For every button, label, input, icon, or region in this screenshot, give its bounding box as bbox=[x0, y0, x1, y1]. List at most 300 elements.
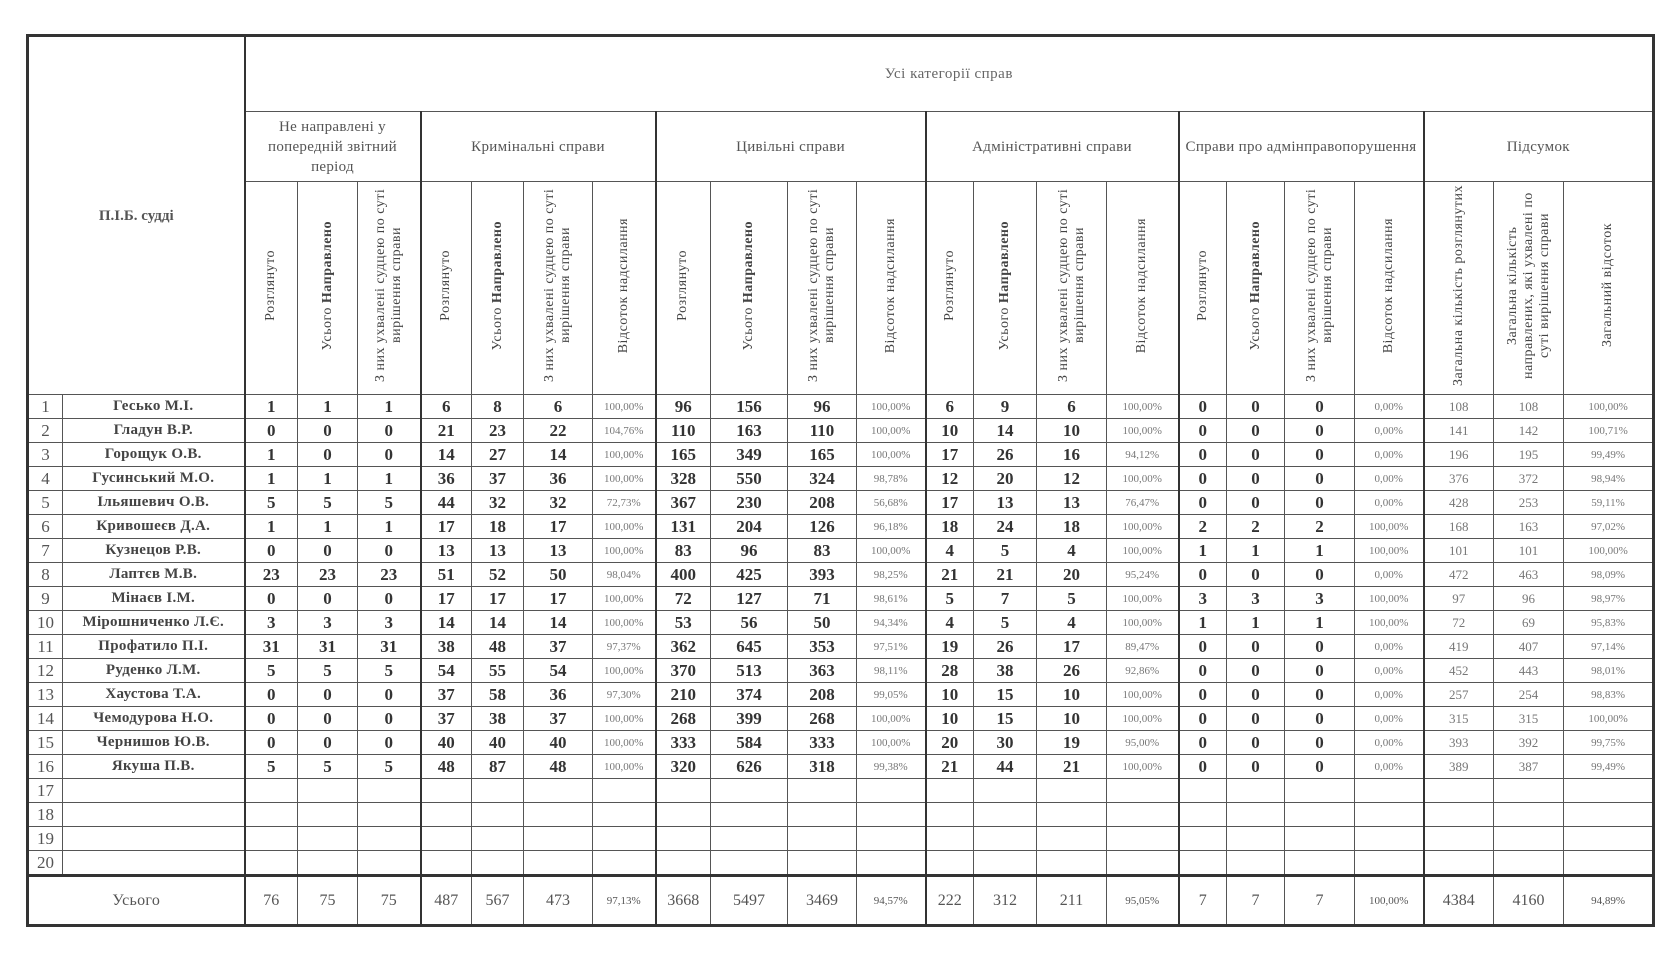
value-cell bbox=[421, 779, 472, 803]
value-cell: 27 bbox=[472, 443, 524, 467]
value-cell: 425 bbox=[711, 563, 788, 587]
value-cell: 4 bbox=[1037, 539, 1107, 563]
value-cell: 0 bbox=[1285, 443, 1355, 467]
value-cell bbox=[711, 803, 788, 827]
total-value-cell: 7 bbox=[1227, 876, 1285, 926]
value-cell: 452 bbox=[1424, 659, 1494, 683]
percent-cell: 100,00% bbox=[1564, 539, 1654, 563]
value-cell: 96 bbox=[1494, 587, 1564, 611]
percent-cell: 100,00% bbox=[1355, 587, 1424, 611]
value-cell: 13 bbox=[1037, 491, 1107, 515]
value-cell: 20 bbox=[1037, 563, 1107, 587]
col-admin-offenses-sent bbox=[1227, 182, 1285, 395]
row-number: 12 bbox=[28, 659, 63, 683]
row-number: 10 bbox=[28, 611, 63, 635]
judge-name: Гесько М.І. bbox=[63, 395, 245, 419]
value-cell: 126 bbox=[788, 515, 857, 539]
percent-cell: 100,00% bbox=[1564, 395, 1654, 419]
value-cell: 1 bbox=[358, 467, 421, 491]
value-cell bbox=[472, 827, 524, 851]
row-number: 18 bbox=[28, 803, 63, 827]
value-cell bbox=[1424, 803, 1494, 827]
value-cell: 5 bbox=[974, 611, 1037, 635]
row-number: 6 bbox=[28, 515, 63, 539]
value-cell bbox=[1227, 827, 1285, 851]
value-cell bbox=[1179, 827, 1227, 851]
value-cell bbox=[1494, 851, 1564, 876]
percent-cell bbox=[1107, 827, 1179, 851]
percent-cell: 0,00% bbox=[1355, 563, 1424, 587]
value-cell: 0 bbox=[1227, 419, 1285, 443]
value-cell: 2 bbox=[1227, 515, 1285, 539]
value-cell: 31 bbox=[298, 635, 358, 659]
col-not-sent-prev-sent bbox=[298, 182, 358, 395]
col-admin-offenses-considered bbox=[1179, 182, 1227, 395]
judge-name: Кузнецов Р.В. bbox=[63, 539, 245, 563]
sent-prefix: Усього bbox=[741, 306, 756, 351]
table-row bbox=[28, 827, 1654, 851]
value-cell: 0 bbox=[1227, 467, 1285, 491]
sent-label bbox=[741, 221, 757, 350]
value-cell bbox=[656, 851, 711, 876]
value-cell bbox=[974, 851, 1037, 876]
value-cell bbox=[788, 779, 857, 803]
value-cell: 0 bbox=[298, 731, 358, 755]
value-cell: 10 bbox=[926, 707, 974, 731]
sent-prefix: Усього bbox=[1247, 306, 1263, 351]
value-cell bbox=[711, 827, 788, 851]
value-cell: 315 bbox=[1494, 707, 1564, 731]
judge-name: Хаустова Т.А. bbox=[63, 683, 245, 707]
value-cell: 38 bbox=[421, 635, 472, 659]
value-cell: 0 bbox=[245, 419, 298, 443]
considered-label: Розглянуто bbox=[941, 250, 957, 321]
percent-cell: 100,00% bbox=[593, 587, 656, 611]
value-cell: 195 bbox=[1494, 443, 1564, 467]
value-cell: 40 bbox=[524, 731, 593, 755]
value-cell: 5 bbox=[245, 491, 298, 515]
percent-cell: 89,47% bbox=[1107, 635, 1179, 659]
table-row bbox=[28, 755, 1654, 779]
percent-cell bbox=[1564, 779, 1654, 803]
percent-cell: 104,76% bbox=[593, 419, 656, 443]
percent-cell bbox=[1355, 851, 1424, 876]
value-cell: 0 bbox=[358, 707, 421, 731]
percent-cell: 98,78% bbox=[857, 467, 926, 491]
percent-cell: 100,00% bbox=[1107, 755, 1179, 779]
table-row bbox=[28, 539, 1654, 563]
value-cell: 101 bbox=[1424, 539, 1494, 563]
value-cell: 196 bbox=[1424, 443, 1494, 467]
value-cell: 0 bbox=[245, 707, 298, 731]
all-categories-header bbox=[245, 36, 1654, 112]
value-cell: 36 bbox=[524, 467, 593, 491]
value-cell bbox=[1037, 803, 1107, 827]
value-cell: 324 bbox=[788, 467, 857, 491]
percent-cell: 0,00% bbox=[1355, 419, 1424, 443]
value-cell: 645 bbox=[711, 635, 788, 659]
percent-cell: 0,00% bbox=[1355, 395, 1424, 419]
sent-label bbox=[490, 221, 506, 350]
value-cell bbox=[656, 803, 711, 827]
value-cell: 5 bbox=[298, 491, 358, 515]
value-cell: 1 bbox=[1285, 539, 1355, 563]
percent-cell: 98,97% bbox=[1564, 587, 1654, 611]
value-cell bbox=[974, 827, 1037, 851]
percent-cell bbox=[857, 851, 926, 876]
value-cell: 17 bbox=[524, 587, 593, 611]
percent-cell: 100,00% bbox=[1107, 587, 1179, 611]
percent-cell: 0,00% bbox=[1355, 659, 1424, 683]
value-cell: 14 bbox=[524, 443, 593, 467]
percent-cell bbox=[1107, 851, 1179, 876]
value-cell: 5 bbox=[358, 491, 421, 515]
value-cell: 14 bbox=[472, 611, 524, 635]
col-criminal-considered bbox=[421, 182, 472, 395]
value-cell: 15 bbox=[974, 707, 1037, 731]
percent-cell: 76,47% bbox=[1107, 491, 1179, 515]
percent-cell: 98,11% bbox=[857, 659, 926, 683]
percent-cell: 100,00% bbox=[857, 539, 926, 563]
value-cell: 31 bbox=[245, 635, 298, 659]
total_sent-label: Загальна кількість направлених, які ухвалені по суті вирішення справи bbox=[1504, 192, 1552, 379]
sent-label bbox=[997, 221, 1013, 350]
value-cell: 393 bbox=[1424, 731, 1494, 755]
decided-label: З них ухвалені судцею по суті вирішення справи bbox=[806, 188, 837, 383]
value-cell: 389 bbox=[1424, 755, 1494, 779]
value-cell: 72 bbox=[1424, 611, 1494, 635]
value-cell bbox=[974, 803, 1037, 827]
value-cell bbox=[472, 803, 524, 827]
table-row bbox=[28, 563, 1654, 587]
percent-cell: 100,00% bbox=[1107, 515, 1179, 539]
percent-cell bbox=[1355, 779, 1424, 803]
col-civil-percent bbox=[857, 182, 926, 395]
percent-cell: 97,37% bbox=[593, 635, 656, 659]
col-criminal-decided bbox=[524, 182, 593, 395]
total-value-cell: 76 bbox=[245, 876, 298, 926]
percent-cell bbox=[857, 779, 926, 803]
percent-cell bbox=[1564, 851, 1654, 876]
value-cell: 3 bbox=[1179, 587, 1227, 611]
col-administrative-considered bbox=[926, 182, 974, 395]
value-cell bbox=[472, 851, 524, 876]
value-cell: 44 bbox=[421, 491, 472, 515]
value-cell: 127 bbox=[711, 587, 788, 611]
row-number: 17 bbox=[28, 779, 63, 803]
value-cell bbox=[1037, 779, 1107, 803]
percent-cell: 95,83% bbox=[1564, 611, 1654, 635]
percent-cell: 97,14% bbox=[1564, 635, 1654, 659]
value-cell: 16 bbox=[1037, 443, 1107, 467]
percent-cell bbox=[593, 827, 656, 851]
value-cell: 5 bbox=[1037, 587, 1107, 611]
row-number: 1 bbox=[28, 395, 63, 419]
total-value-cell: 487 bbox=[421, 876, 472, 926]
table-row bbox=[28, 491, 1654, 515]
percent-cell: 98,61% bbox=[857, 587, 926, 611]
value-cell: 0 bbox=[1179, 755, 1227, 779]
row-number: 8 bbox=[28, 563, 63, 587]
percent-cell: 100,00% bbox=[1107, 707, 1179, 731]
value-cell: 387 bbox=[1494, 755, 1564, 779]
value-cell: 0 bbox=[1285, 563, 1355, 587]
total-label: Усього bbox=[28, 876, 245, 926]
judge-name bbox=[63, 827, 245, 851]
value-cell: 0 bbox=[245, 587, 298, 611]
value-cell: 97 bbox=[1424, 587, 1494, 611]
table-body bbox=[28, 395, 1654, 926]
percent-cell: 100,00% bbox=[1107, 419, 1179, 443]
percent-cell: 95,24% bbox=[1107, 563, 1179, 587]
value-cell: 1 bbox=[1179, 539, 1227, 563]
value-cell: 0 bbox=[1179, 467, 1227, 491]
value-cell: 0 bbox=[358, 731, 421, 755]
percent-cell: 100,00% bbox=[593, 515, 656, 539]
total-value-cell: 3469 bbox=[788, 876, 857, 926]
percent-cell: 99,38% bbox=[857, 755, 926, 779]
row-number: 16 bbox=[28, 755, 63, 779]
judge-name: Ільяшевич О.В. bbox=[63, 491, 245, 515]
value-cell: 110 bbox=[788, 419, 857, 443]
table-row bbox=[28, 707, 1654, 731]
value-cell: 407 bbox=[1494, 635, 1564, 659]
value-cell bbox=[298, 779, 358, 803]
value-cell bbox=[298, 851, 358, 876]
total-value-cell: 7 bbox=[1285, 876, 1355, 926]
percent-cell: 100,00% bbox=[593, 659, 656, 683]
value-cell bbox=[711, 779, 788, 803]
value-cell: 0 bbox=[298, 443, 358, 467]
percent-cell: 100,00% bbox=[1355, 611, 1424, 635]
value-cell: 0 bbox=[1285, 395, 1355, 419]
decided-label: З них ухвалені судцею по суті вирішення справи bbox=[1055, 188, 1087, 383]
value-cell bbox=[298, 827, 358, 851]
value-cell: 22 bbox=[524, 419, 593, 443]
percent-cell bbox=[1107, 779, 1179, 803]
value-cell: 1 bbox=[358, 515, 421, 539]
percent-cell: 100,00% bbox=[593, 731, 656, 755]
total-row bbox=[28, 876, 1654, 926]
judges-report-table bbox=[26, 34, 1655, 927]
value-cell: 0 bbox=[1179, 707, 1227, 731]
value-cell: 0 bbox=[1227, 731, 1285, 755]
percent-label: Відсоток надсилання bbox=[615, 217, 631, 354]
considered-label: Розглянуто bbox=[438, 250, 454, 321]
value-cell: 6 bbox=[926, 395, 974, 419]
total-percent-cell: 94,57% bbox=[857, 876, 926, 926]
value-cell: 18 bbox=[472, 515, 524, 539]
total-value-cell: 3668 bbox=[656, 876, 711, 926]
all-categories-label: Усі категорії справ bbox=[884, 66, 1013, 82]
value-cell bbox=[1179, 851, 1227, 876]
value-cell: 30 bbox=[974, 731, 1037, 755]
total-value-cell: 222 bbox=[926, 876, 974, 926]
group-header-administrative: Адміністративні справи bbox=[926, 112, 1179, 182]
value-cell: 1 bbox=[1179, 611, 1227, 635]
value-cell: 0 bbox=[1227, 707, 1285, 731]
value-cell: 0 bbox=[298, 539, 358, 563]
total-percent-cell: 94,89% bbox=[1564, 876, 1654, 926]
value-cell: 5 bbox=[358, 755, 421, 779]
value-cell bbox=[926, 827, 974, 851]
value-cell: 367 bbox=[656, 491, 711, 515]
col-criminal-percent bbox=[593, 182, 656, 395]
value-cell: 0 bbox=[358, 419, 421, 443]
value-cell bbox=[524, 827, 593, 851]
sent-prefix: Усього bbox=[997, 306, 1012, 351]
judge-name: Чемодурова Н.О. bbox=[63, 707, 245, 731]
percent-cell: 99,49% bbox=[1564, 755, 1654, 779]
value-cell: 5 bbox=[974, 539, 1037, 563]
percent-cell: 0,00% bbox=[1355, 755, 1424, 779]
value-cell: 168 bbox=[1424, 515, 1494, 539]
col-total-percent bbox=[1564, 182, 1654, 395]
sent-label bbox=[320, 221, 336, 350]
value-cell: 71 bbox=[788, 587, 857, 611]
value-cell: 372 bbox=[1494, 467, 1564, 491]
value-cell: 7 bbox=[974, 587, 1037, 611]
value-cell bbox=[1227, 803, 1285, 827]
percent-cell: 98,94% bbox=[1564, 467, 1654, 491]
percent-cell bbox=[1564, 827, 1654, 851]
group-header-not-sent-prev: Не направлені у попередній звітний період bbox=[245, 112, 421, 182]
value-cell bbox=[1424, 851, 1494, 876]
value-cell: 12 bbox=[1037, 467, 1107, 491]
sent-bold: Направлено bbox=[1247, 220, 1263, 303]
total-percent-cell: 100,00% bbox=[1355, 876, 1424, 926]
fio-header bbox=[28, 36, 245, 395]
value-cell bbox=[926, 803, 974, 827]
percent-cell: 100,00% bbox=[593, 395, 656, 419]
judge-name: Лаптєв М.В. bbox=[63, 563, 245, 587]
judge-name: Руденко Л.М. bbox=[63, 659, 245, 683]
value-cell: 108 bbox=[1494, 395, 1564, 419]
table-row bbox=[28, 515, 1654, 539]
value-cell: 1 bbox=[298, 395, 358, 419]
percent-cell: 98,83% bbox=[1564, 683, 1654, 707]
value-cell: 1 bbox=[298, 515, 358, 539]
percent-cell: 99,49% bbox=[1564, 443, 1654, 467]
value-cell: 4 bbox=[926, 539, 974, 563]
value-cell: 69 bbox=[1494, 611, 1564, 635]
value-cell: 110 bbox=[656, 419, 711, 443]
value-cell: 14 bbox=[421, 611, 472, 635]
value-cell: 626 bbox=[711, 755, 788, 779]
value-cell: 0 bbox=[1285, 659, 1355, 683]
value-cell: 17 bbox=[421, 515, 472, 539]
value-cell bbox=[358, 779, 421, 803]
value-cell: 0 bbox=[358, 539, 421, 563]
value-cell: 5 bbox=[245, 659, 298, 683]
percent-cell: 0,00% bbox=[1355, 707, 1424, 731]
percent-cell: 100,00% bbox=[1107, 539, 1179, 563]
value-cell: 0 bbox=[1179, 395, 1227, 419]
value-cell: 4 bbox=[1037, 611, 1107, 635]
value-cell bbox=[1285, 803, 1355, 827]
percent-cell bbox=[1355, 827, 1424, 851]
sent-prefix: Усього bbox=[489, 306, 505, 351]
judge-name bbox=[63, 803, 245, 827]
percent-cell: 95,00% bbox=[1107, 731, 1179, 755]
row-number: 2 bbox=[28, 419, 63, 443]
value-cell: 0 bbox=[245, 683, 298, 707]
percent-cell: 94,34% bbox=[857, 611, 926, 635]
total-value-cell: 567 bbox=[472, 876, 524, 926]
value-cell: 0 bbox=[1227, 755, 1285, 779]
value-cell: 20 bbox=[926, 731, 974, 755]
percent-cell: 100,00% bbox=[1107, 467, 1179, 491]
percent-cell: 100,00% bbox=[1564, 707, 1654, 731]
value-cell: 584 bbox=[711, 731, 788, 755]
value-cell: 37 bbox=[472, 467, 524, 491]
percent-label: Відсоток надсилання bbox=[1134, 217, 1150, 354]
row-number: 9 bbox=[28, 587, 63, 611]
judge-name: Чернишов Ю.В. bbox=[63, 731, 245, 755]
total-value-cell: 75 bbox=[298, 876, 358, 926]
row-number: 20 bbox=[28, 851, 63, 876]
value-cell: 19 bbox=[1037, 731, 1107, 755]
table-row bbox=[28, 395, 1654, 419]
value-cell: 353 bbox=[788, 635, 857, 659]
value-cell: 32 bbox=[472, 491, 524, 515]
value-cell bbox=[1494, 803, 1564, 827]
judge-name: Якуша П.В. bbox=[63, 755, 245, 779]
value-cell: 1 bbox=[1285, 611, 1355, 635]
value-cell bbox=[358, 803, 421, 827]
judge-name: Мірошниченко Л.Є. bbox=[63, 611, 245, 635]
table-row bbox=[28, 659, 1654, 683]
sent-bold: Направлено bbox=[997, 220, 1012, 303]
value-cell: 1 bbox=[245, 443, 298, 467]
value-cell: 550 bbox=[711, 467, 788, 491]
col-total-considered bbox=[1424, 182, 1494, 395]
value-cell: 141 bbox=[1424, 419, 1494, 443]
value-cell: 10 bbox=[926, 419, 974, 443]
value-cell bbox=[656, 827, 711, 851]
value-cell: 17 bbox=[1037, 635, 1107, 659]
value-cell: 37 bbox=[421, 683, 472, 707]
percent-cell: 100,00% bbox=[857, 707, 926, 731]
value-cell: 399 bbox=[711, 707, 788, 731]
table-row bbox=[28, 443, 1654, 467]
judge-name: Гладун В.Р. bbox=[63, 419, 245, 443]
value-cell bbox=[421, 827, 472, 851]
percent-cell: 97,30% bbox=[593, 683, 656, 707]
percent-cell bbox=[1107, 803, 1179, 827]
value-cell: 38 bbox=[472, 707, 524, 731]
value-cell: 472 bbox=[1424, 563, 1494, 587]
value-cell: 23 bbox=[472, 419, 524, 443]
col-total-sent bbox=[1494, 182, 1564, 395]
percent-label: Відсоток надсилання bbox=[1380, 217, 1396, 354]
value-cell: 443 bbox=[1494, 659, 1564, 683]
value-cell: 5 bbox=[926, 587, 974, 611]
percent-cell bbox=[857, 803, 926, 827]
value-cell bbox=[656, 779, 711, 803]
value-cell: 20 bbox=[974, 467, 1037, 491]
group-header-summary: Підсумок bbox=[1424, 112, 1654, 182]
value-cell: 0 bbox=[358, 443, 421, 467]
value-cell: 0 bbox=[298, 707, 358, 731]
value-cell: 48 bbox=[421, 755, 472, 779]
table-row bbox=[28, 803, 1654, 827]
total-percent-cell: 97,13% bbox=[593, 876, 656, 926]
value-cell: 268 bbox=[656, 707, 711, 731]
value-cell: 0 bbox=[1285, 683, 1355, 707]
percent-cell: 59,11% bbox=[1564, 491, 1654, 515]
value-cell: 0 bbox=[1227, 683, 1285, 707]
